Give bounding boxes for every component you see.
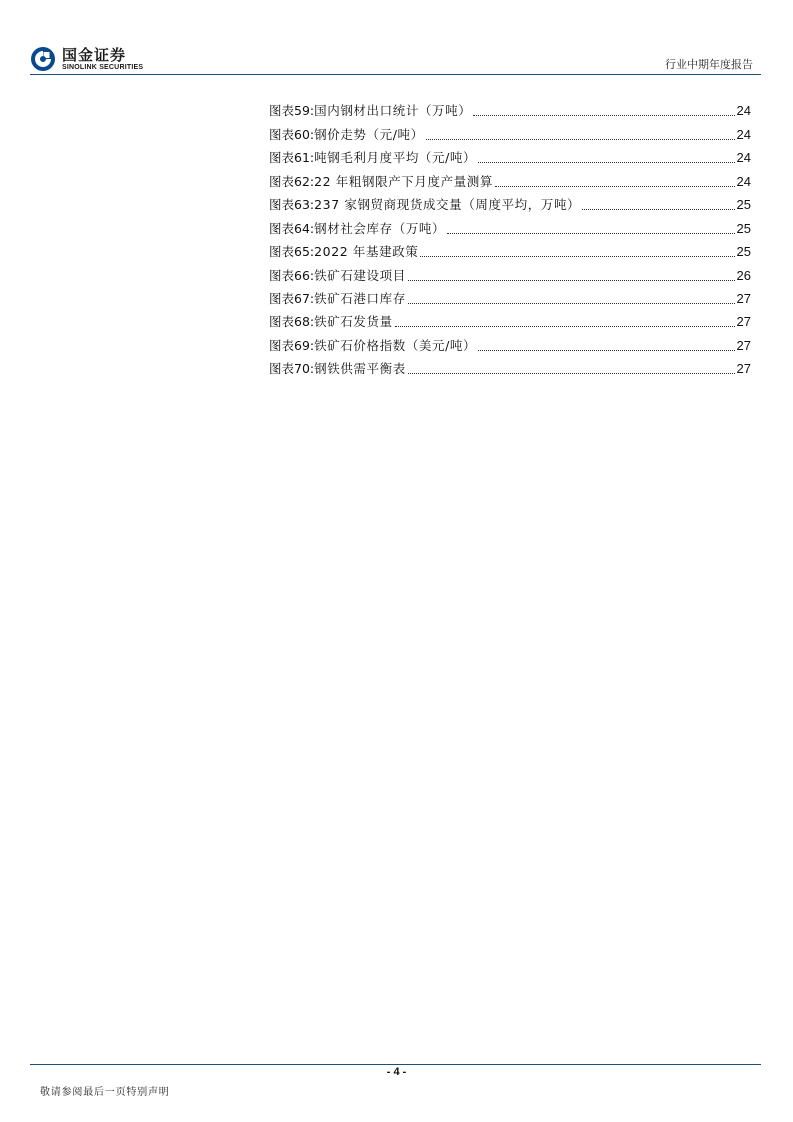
toc-entry[interactable] xyxy=(269,166,751,189)
toc-entry-label: 图表64: xyxy=(269,220,315,236)
toc-entry-label: 图表59: xyxy=(269,103,315,119)
toc-entry[interactable] xyxy=(269,284,751,307)
toc-entry-label: 图表68: xyxy=(269,314,315,330)
toc-entry-title: 钢铁供需平衡表 xyxy=(314,361,406,377)
dot-leader xyxy=(478,350,734,351)
toc-entry-page: 27 xyxy=(736,314,751,330)
toc-entry-label: 图表60: xyxy=(269,126,315,142)
toc-entry[interactable] xyxy=(269,213,751,236)
logo-chinese-name: 国金证券 xyxy=(62,46,127,64)
toc-entry-page: 24 xyxy=(736,126,751,142)
toc-entry[interactable] xyxy=(269,237,751,260)
toc-entry-label: 图表67: xyxy=(269,290,315,306)
toc-entry[interactable] xyxy=(269,119,751,142)
toc-entry-title: 22 年粗钢限产下月度产量测算 xyxy=(314,173,494,189)
dot-leader xyxy=(408,303,735,304)
toc-entry-label: 图表69: xyxy=(269,337,315,353)
toc-entry-label: 图表65: xyxy=(269,244,315,260)
toc-entry-label: 图表61: xyxy=(269,150,315,166)
toc-entry[interactable] xyxy=(269,307,751,330)
report-type: 行业中期年度报告 xyxy=(665,58,753,71)
toc-entry-title: 钢价走势（元/吨） xyxy=(314,126,424,142)
toc-entry-page: 27 xyxy=(736,290,751,306)
dot-leader xyxy=(478,162,734,163)
toc-entry-title: 237 家钢贸商现货成交量（周度平均，万吨） xyxy=(314,197,581,213)
toc-entry-title: 2022 年基建政策 xyxy=(314,244,419,260)
toc-entry-title: 铁矿石建设项目 xyxy=(314,267,406,283)
header-divider xyxy=(30,74,761,75)
toc-entry-title: 铁矿石港口库存 xyxy=(314,290,406,306)
dot-leader xyxy=(395,326,735,327)
toc-entry-label: 图表62: xyxy=(269,173,315,189)
toc-entry-title: 吨钢毛利月度平均（元/吨） xyxy=(314,150,477,166)
toc-entry-page: 27 xyxy=(736,337,751,353)
toc-entry-page: 24 xyxy=(736,173,751,189)
company-logo xyxy=(30,44,150,76)
figure-index-list xyxy=(269,96,751,377)
logo-english-name: SINOLINK SECURITIES xyxy=(62,64,144,71)
dot-leader xyxy=(420,256,734,257)
toc-entry-label: 图表63: xyxy=(269,197,315,213)
toc-entry-label: 图表66: xyxy=(269,267,315,283)
toc-entry-title: 铁矿石价格指数（美元/吨） xyxy=(314,337,477,353)
toc-entry[interactable] xyxy=(269,330,751,353)
toc-entry-page: 24 xyxy=(736,103,751,119)
footer-divider xyxy=(30,1064,761,1065)
toc-entry-title: 钢材社会库存（万吨） xyxy=(314,220,446,236)
footer-disclaimer: 敬请参阅最后一页特别声明 xyxy=(40,1087,170,1098)
toc-entry-page: 26 xyxy=(736,267,751,283)
toc-entry-page: 24 xyxy=(736,150,751,166)
page-number: - 4 - xyxy=(386,1066,407,1078)
sinolink-logo-icon xyxy=(30,46,56,72)
toc-entry-page: 27 xyxy=(736,361,751,377)
toc-entry[interactable] xyxy=(269,143,751,166)
toc-entry-label: 图表70: xyxy=(269,361,315,377)
dot-leader xyxy=(473,115,734,116)
toc-entry-page: 25 xyxy=(736,220,751,236)
toc-entry[interactable] xyxy=(269,260,751,283)
toc-entry[interactable] xyxy=(269,190,751,213)
toc-entry[interactable] xyxy=(269,96,751,119)
dot-leader xyxy=(582,209,734,210)
dot-leader xyxy=(408,373,735,374)
toc-entry[interactable] xyxy=(269,354,751,377)
page-header xyxy=(0,0,793,80)
dot-leader xyxy=(408,280,735,281)
dot-leader xyxy=(495,186,735,187)
dot-leader xyxy=(447,233,734,234)
dot-leader xyxy=(426,139,735,140)
toc-entry-page: 25 xyxy=(736,197,751,213)
toc-entry-title: 铁矿石发货量 xyxy=(314,314,393,330)
toc-entry-page: 25 xyxy=(736,244,751,260)
toc-entry-title: 国内钢材出口统计（万吨） xyxy=(314,103,472,119)
